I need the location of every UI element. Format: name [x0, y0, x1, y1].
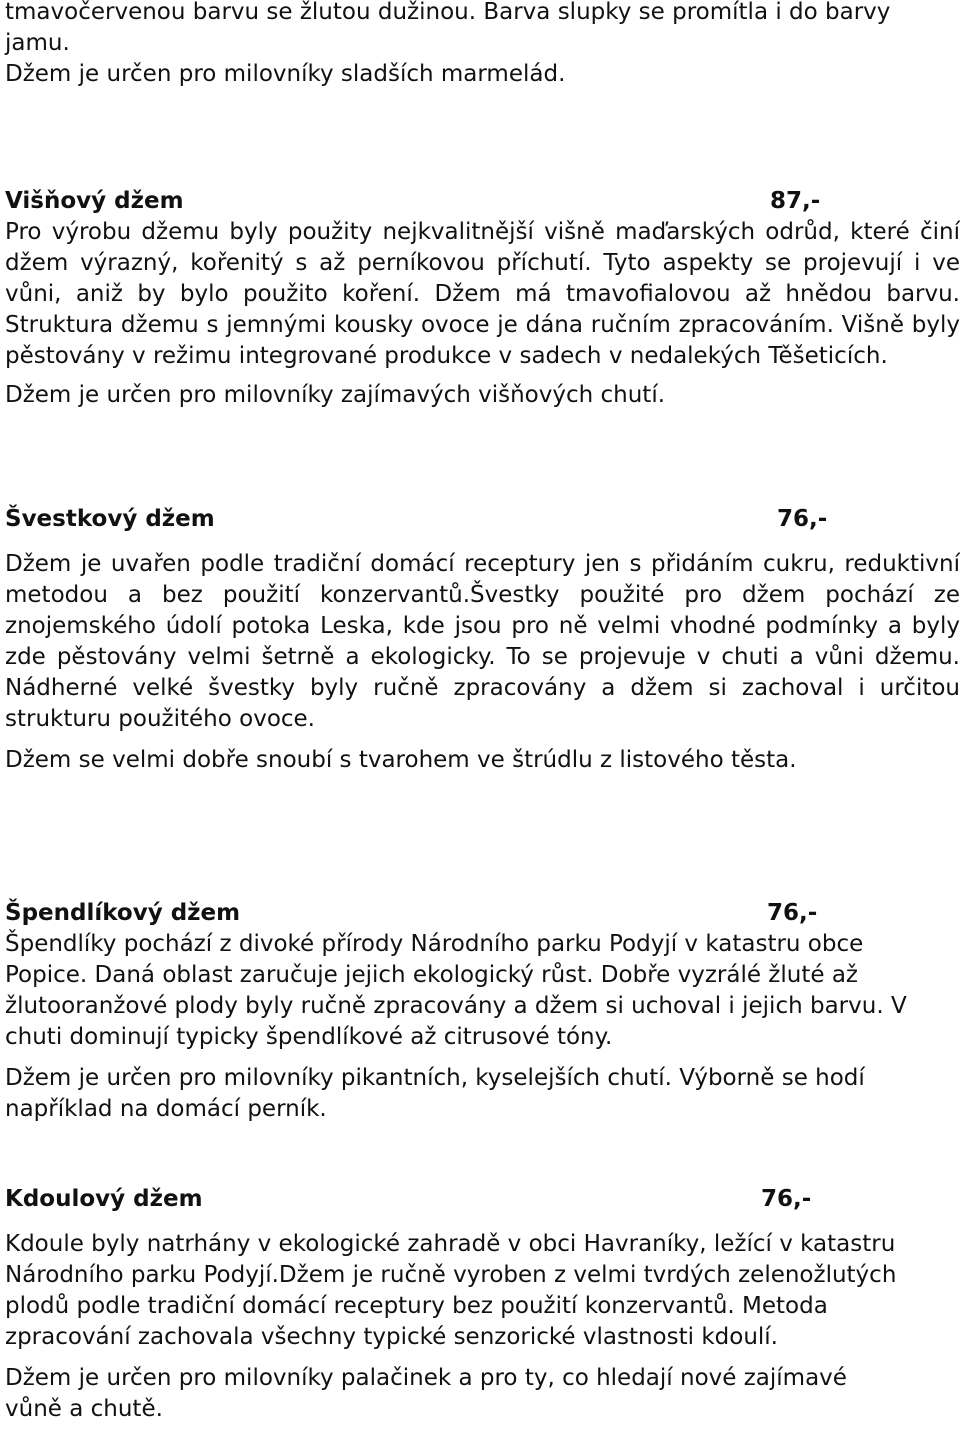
product-note: Džem je určen pro milovníky zajímavých višňových chutí. — [5, 382, 666, 408]
product-note: Džem je určen pro milovníky palačinek a pro ty, co hledají nové zajímavé vůně a chutě. — [5, 1365, 847, 1422]
product-price: 76,- — [777, 506, 828, 532]
product-visnovy — [5, 186, 960, 411]
product-price: 76,- — [767, 900, 818, 926]
intro-text: tmavočervenou barvu se žlutou dužinou. Barva slupky se promítla i do barvy jamu. — [5, 0, 891, 56]
intro-note: Džem je určen pro milovníky sladších marmelád. — [5, 61, 566, 87]
product-name: Špendlíkový džem — [5, 900, 241, 926]
product-name: Švestkový džem — [5, 506, 215, 532]
product-description: Pro výrobu džemu byly použity nejkvalitnější višně maďarských odrůd, které činí džem výrazný, kořenitý s až perníkovou příchutí. Tyto aspekty se projevují i ve vůni, aniž by bylo použito koření. Džem má tmavofialovou až hnědou barvu. Struktura džemu s jemnými kousky ovoce je dána ručním zpracováním. Višně byly pěstovány v režimu integrované produkce v sadech v nedalekých Těšeticích. — [5, 219, 960, 369]
product-heading — [5, 186, 960, 217]
product-description: Špendlíky pochází z divoké přírody Národního parku Podyjí v katastru obce Popice. Daná oblast zaručuje jejich ekologický růst. Dobře vyzrálé žluté až žlutooranžové plody byly ručně zpracovány a džem si uchoval i jejich barvu. V chuti dominují typicky špendlíkové až citrusové tóny. — [5, 931, 907, 1050]
product-spendlikovy — [5, 898, 960, 1125]
product-kdoulovy — [5, 1184, 960, 1425]
product-description: Džem je uvařen podle tradiční domácí receptury jen s přidáním cukru, reduktivní metodou a bez použití konzervantů.Švestky použité pro džem pochází ze znojemského údolí potoka Leska, kde jsou pro ně velmi vhodné podmínky a byly zde pěstovány velmi šetrně a ekologicky. To se projevuje v chuti a vůni džemu. Nádherné velké švestky byly ručně zpracovány a džem si zachoval i určitou strukturu použitého ovoce. — [5, 551, 960, 732]
product-heading — [5, 898, 960, 929]
product-name: Višňový džem — [5, 188, 184, 214]
product-name: Kdoulový džem — [5, 1186, 203, 1212]
intro-section — [5, 0, 960, 90]
product-svestkovy — [5, 504, 960, 776]
product-price: 76,- — [761, 1186, 812, 1212]
product-price: 87,- — [770, 188, 821, 214]
product-note: Džem se velmi dobře snoubí s tvarohem ve štrúdlu z listového těsta. — [5, 747, 797, 773]
product-note: Džem je určen pro milovníky pikantních, kyselejších chutí. Výborně se hodí například na domácí perník. — [5, 1065, 865, 1122]
product-heading — [5, 504, 960, 535]
product-description: Kdoule byly natrhány v ekologické zahradě v obci Havraníky, ležící v katastru Národního parku Podyjí.Džem je ručně vyroben z velmi tvrdých zelenožlutých plodů podle tradiční domácí receptury bez použití konzervantů. Metoda zpracování zachovala všechny typické senzorické vlastnosti kdoulí. — [5, 1231, 897, 1350]
product-heading — [5, 1184, 960, 1215]
